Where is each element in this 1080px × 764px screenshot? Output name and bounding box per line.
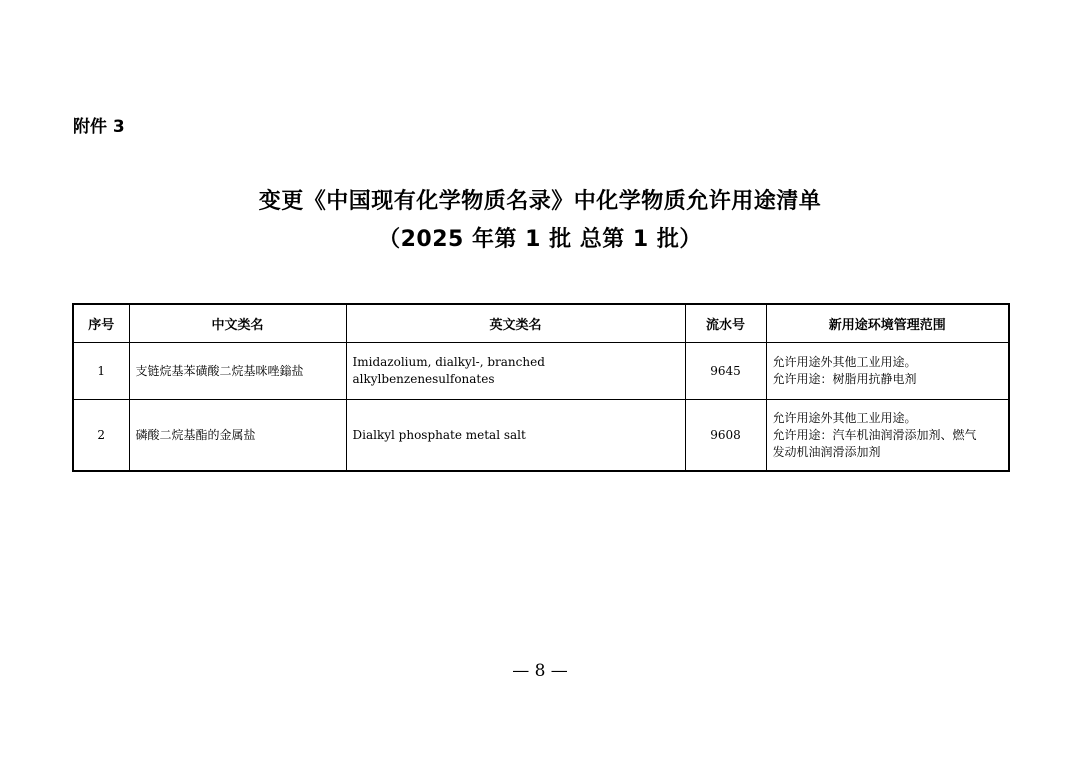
scope-line: 允许用途外其他工业用途。: [772, 410, 917, 425]
scope-line: 允许用途：树脂用抗静电剂: [772, 372, 917, 386]
scope-line: 允许用途：汽车机油润滑添加剂、燃气: [772, 427, 977, 442]
cell-en-name: Imidazolium, dialkyl-, branched alkylbenzenesulfonates: [346, 343, 685, 400]
document-subtitle: （2025 年第 1 批 总第 1 批）: [378, 227, 702, 252]
cell-no: 1: [73, 343, 129, 400]
column-header-no: 序号: [73, 304, 129, 343]
column-header-serial: 流水号: [685, 304, 766, 343]
cell-serial: 9645: [685, 343, 766, 400]
chemical-usage-table: [72, 303, 1010, 472]
table-header-row: [73, 304, 1009, 343]
cell-no: 2: [73, 400, 129, 472]
cell-cn-name: 磷酸二烷基酯的金属盐: [129, 400, 346, 472]
cell-en-name: Dialkyl phosphate metal salt: [346, 400, 685, 472]
table-row: [73, 343, 1009, 400]
page-number: — 8 —: [512, 661, 568, 681]
column-header-scope: 新用途环境管理范围: [766, 304, 1009, 343]
attachment-label: 附件 3: [73, 117, 125, 137]
cell-serial: 9608: [685, 400, 766, 472]
cell-scope: [766, 400, 1009, 472]
scope-line: 发动机油润滑添加剂: [772, 444, 881, 459]
document-title: 变更《中国现有化学物质名录》中化学物质允许用途清单: [258, 189, 822, 214]
table-row: [73, 400, 1009, 472]
cell-cn-name: 支链烷基苯磺酸二烷基咪唑鎓盐: [129, 343, 346, 400]
cell-scope: [766, 343, 1009, 400]
column-header-en-name: 英文类名: [346, 304, 685, 343]
column-header-cn-name: 中文类名: [129, 304, 346, 343]
scope-line: 允许用途外其他工业用途。: [772, 355, 917, 369]
